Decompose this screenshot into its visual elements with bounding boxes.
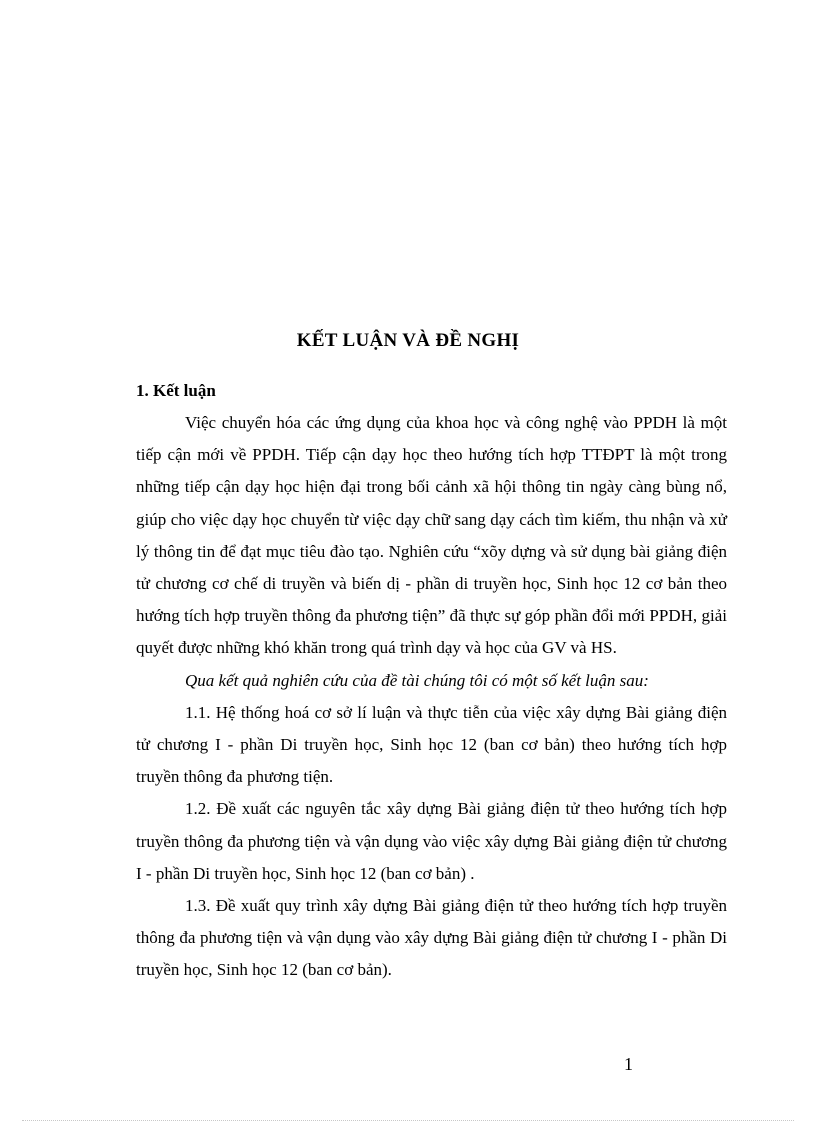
page-bottom-divider — [22, 1120, 794, 1121]
paragraph-lead-in: Qua kết quả nghiên cứu của đề tài chúng tôi có một số kết luận sau: — [185, 670, 649, 690]
paragraph-item-1-3: 1.3. Đề xuất quy trình xây dựng Bài giảng điện tử theo hướng tích hợp truyền thông đa phương tiện và vận dụng vào xây dựng Bài giảng điện tử chương I - phần Di truyền học, Sinh học 12 (ban cơ bản). — [136, 896, 727, 980]
page-number: 1 — [624, 1054, 633, 1074]
paragraph-intro: Việc chuyển hóa các ứng dụng của khoa học và công nghệ vào PPDH là một tiếp cận mới về PPDH. Tiếp cận dạy học theo hướng tích hợp TTĐPT là một trong những tiếp cận dạy học hiện đại trong bối cảnh xã hội thông tin ngày càng bùng nổ, giúp cho việc dạy học chuyển từ việc dạy chữ sang dạy cách tìm kiếm, thu nhận và xử lý thông tin để đạt mục tiêu đào tạo. Nghiên cứu “xõy dựng và sử dụng bài giảng điện tử chương cơ chế di truyền và biến dị - phần di truyền học, Sinh học 12 cơ bản theo hướng tích hợp truyền thông đa phương tiện” đã thực sự góp phần đổi mới PPDH, giải quyết được những khó khăn trong quá trình dạy và học của GV và HS. — [136, 413, 727, 658]
body-text — [136, 407, 727, 987]
paragraph-item-1-2: 1.2. Đề xuất các nguyên tắc xây dựng Bài giảng điện tử theo hướng tích hợp truyền thông đa phương tiện và vận dụng vào việc xây dựng Bài giảng điện tử chương I - phần Di truyền học, Sinh học 12 (ban cơ bản) . — [136, 799, 727, 883]
paragraph-item-1-1: 1.1. Hệ thống hoá cơ sở lí luận và thực tiễn của việc xây dựng Bài giảng điện tử chương I - phần Di truyền học, Sinh học 12 (ban cơ bản) theo hướng tích hợp truyền thông đa phương tiện. — [136, 702, 727, 787]
page-title: KẾT LUẬN VÀ ĐỀ NGHỊ — [296, 330, 520, 351]
section-heading: 1. Kết luận — [136, 381, 216, 400]
